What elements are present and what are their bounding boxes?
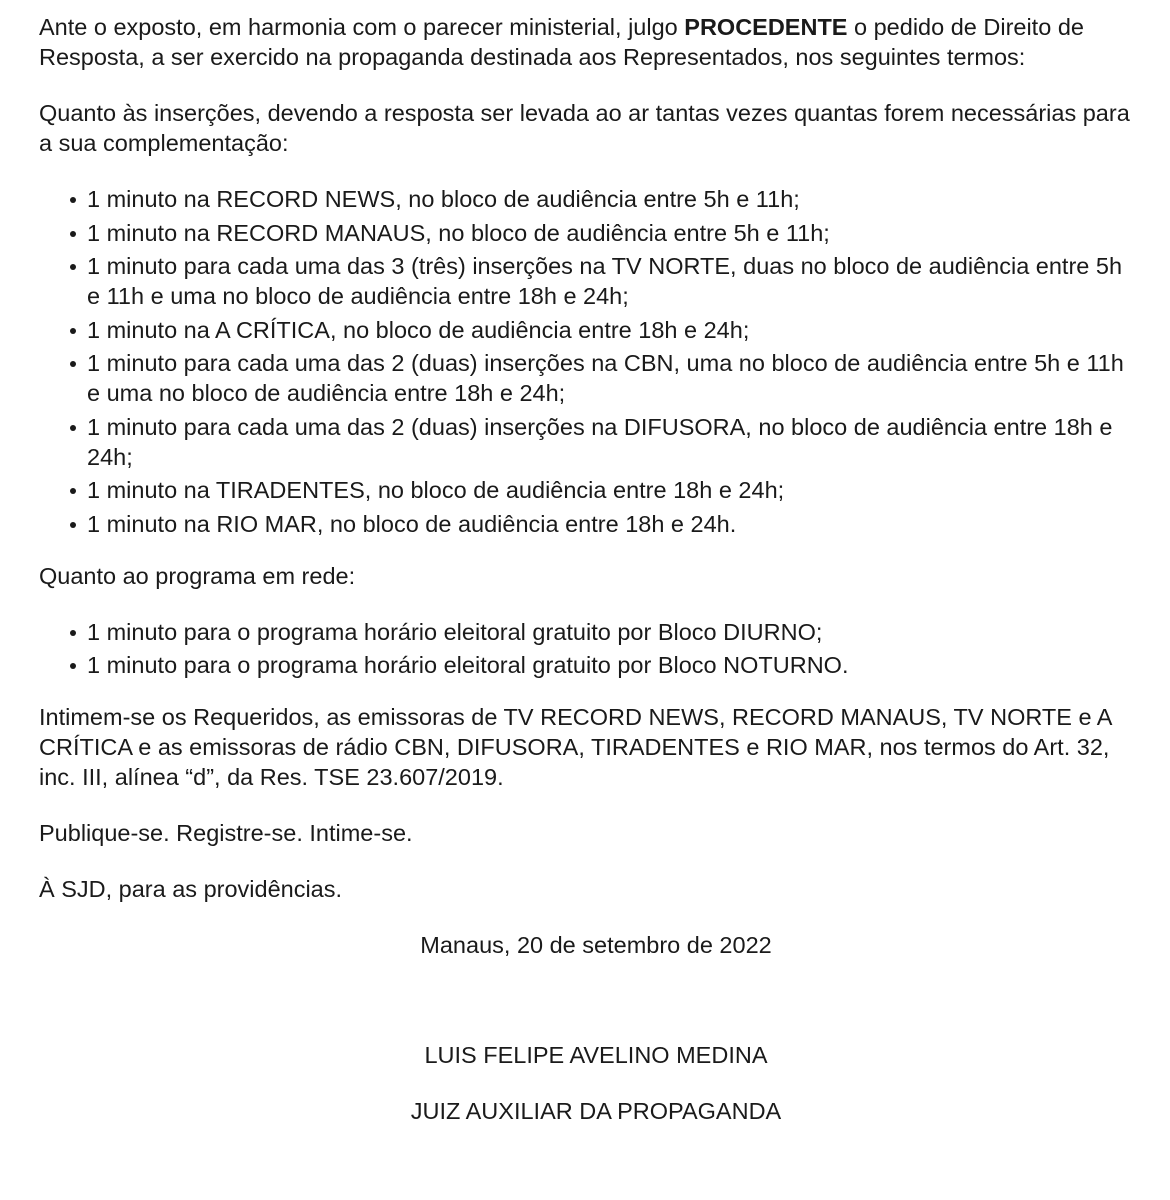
document-date: Manaus, 20 de setembro de 2022 — [420, 932, 772, 958]
bullet-icon — [70, 231, 76, 237]
programa-list — [39, 617, 1139, 681]
list-item-text: 1 minuto na TIRADENTES, no bloco de audiência entre 18h e 24h; — [87, 477, 785, 503]
signature-title: JUIZ AUXILIAR DA PROPAGANDA — [410, 1098, 782, 1124]
list-item-text: 1 minuto para cada uma das 2 (duas) inserções na DIFUSORA, no bloco de audiência entre 18h e 24h; — [87, 413, 1113, 470]
programa-intro: Quanto ao programa em rede: — [39, 562, 356, 589]
bullet-icon — [70, 630, 76, 636]
list-item — [39, 251, 1139, 311]
list-item-text: 1 minuto para cada uma das 2 (duas) inserções na CBN, uma no bloco de audiência entre 5h e 11h e uma no bloco de audiência entre 18h e 24h; — [87, 350, 1124, 406]
list-item-text: 1 minuto para o programa horário eleitoral gratuito por Bloco DIURNO; — [87, 618, 823, 645]
list-item-text: 1 minuto na A CRÍTICA, no bloco de audiência entre 18h e 24h; — [87, 316, 750, 343]
list-item — [39, 218, 1139, 248]
list-item — [39, 650, 1139, 680]
bullet-icon — [70, 264, 76, 270]
list-item — [39, 412, 1139, 472]
intimem-paragraph: Intimem-se os Requeridos, as emissoras de TV RECORD NEWS, RECORD MANAUS, TV NORTE e A CRÍTICA e as emissoras de rádio CBN, DIFUSORA, TIRADENTES e RIO MAR, nos termos do Art. 32, inc. III, alínea “d”, da Res. TSE 23.607/2019. — [39, 704, 1112, 790]
bullet-icon — [70, 663, 76, 669]
list-item — [39, 617, 1139, 647]
intro-text-before: Ante o exposto, em harmonia com o parecer ministerial, julgo — [39, 14, 685, 40]
bullet-icon — [70, 197, 76, 203]
list-item — [39, 509, 1139, 539]
list-item-text: 1 minuto na RECORD NEWS, no bloco de audiência entre 5h e 11h; — [87, 186, 800, 212]
bullet-icon — [70, 522, 76, 528]
bullet-icon — [70, 328, 76, 334]
list-item-text: 1 minuto na RIO MAR, no bloco de audiência entre 18h e 24h. — [87, 510, 737, 537]
insercoes-list — [39, 184, 1139, 539]
bullet-icon — [70, 361, 76, 367]
list-item — [39, 184, 1139, 214]
intro-paragraph — [39, 12, 1139, 72]
bullet-icon — [70, 425, 76, 431]
insercoes-intro: Quanto às inserções, devendo a resposta ser levada ao ar tantas vezes quantas forem necessárias para a sua complementação: — [39, 100, 1130, 156]
signature-name: LUIS FELIPE AVELINO MEDINA — [424, 1042, 768, 1068]
list-item-text: 1 minuto na RECORD MANAUS, no bloco de audiência entre 5h e 11h; — [87, 219, 830, 246]
sjd-paragraph: À SJD, para as providências. — [39, 876, 343, 902]
publique-paragraph: Publique-se. Registre-se. Intime-se. — [39, 820, 413, 846]
bullet-icon — [70, 488, 76, 494]
list-item — [39, 348, 1139, 408]
list-item — [39, 315, 1139, 345]
intro-verdict: PROCEDENTE — [684, 14, 848, 40]
list-item-text: 1 minuto para cada uma das 3 (três) inserções na TV NORTE, duas no bloco de audiência entre 5h e 11h e uma no bloco de audiência entre 18h e 24h; — [87, 253, 1123, 309]
list-item — [39, 475, 1139, 505]
intro-text-after: o pedido de Direito de Resposta, a ser exercido na propaganda destinada aos Representados, nos seguintes termos: — [39, 14, 1084, 70]
list-item-text: 1 minuto para o programa horário eleitoral gratuito por Bloco NOTURNO. — [87, 652, 849, 678]
document-page — [39, 12, 1139, 1126]
